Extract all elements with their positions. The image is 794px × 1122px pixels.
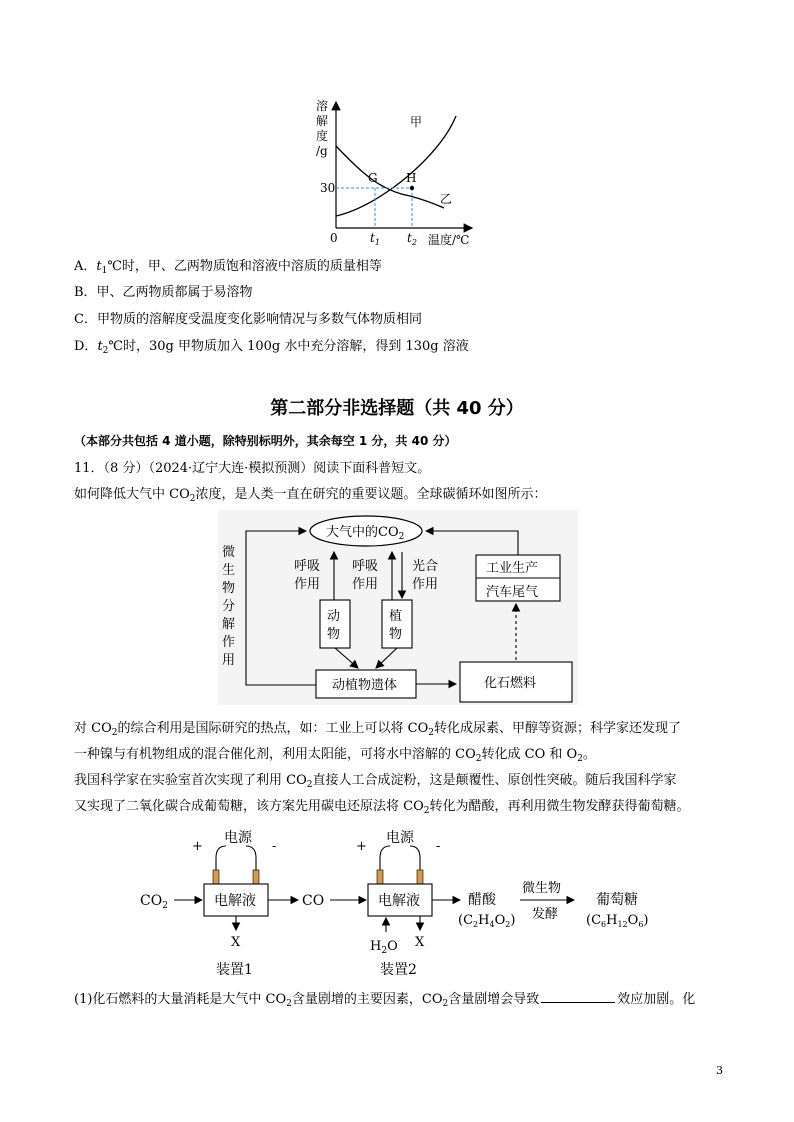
curve-jia-label: 甲 xyxy=(410,115,423,129)
acetic-formula: $(C_2H_4O_2)$ xyxy=(458,913,516,929)
co-label: CO xyxy=(302,893,325,909)
svg-text:分: 分 xyxy=(222,599,236,614)
device2-name: 装置2 xyxy=(380,962,417,978)
resp2-l1: 呼吸 xyxy=(352,559,379,574)
ylabel-3: 度 xyxy=(316,129,329,143)
electrode2-right xyxy=(417,870,423,884)
svg-text:作: 作 xyxy=(222,635,236,650)
point-h-label: H xyxy=(406,171,417,185)
plant-l1: 植 xyxy=(389,609,403,624)
electrode1-right xyxy=(253,870,259,884)
q11-intro: 如何降低大气中 $CO_2$浓度，是人类一直在研究的重要议题。全球碳循环如图所示： xyxy=(74,487,547,504)
glucose-formula: $(C_6H_{12}O_6)$ xyxy=(586,913,649,929)
p3-line2: 又实现了二氧化碳合成葡萄糖，该方案先用碳电还原法将 $CO_2$转化为醋酸，再利用微生物发酵获得葡萄糖。 xyxy=(74,799,690,816)
y30-label: 30 xyxy=(320,181,336,195)
fossil-label: 化石燃料 xyxy=(484,676,537,691)
animal-l2: 物 xyxy=(327,627,341,642)
electrode1-left xyxy=(213,870,219,884)
ferment-label: 发酵 xyxy=(532,907,559,922)
t2-label: $t_2$ xyxy=(407,231,417,247)
svg-text:解: 解 xyxy=(222,617,236,632)
plus1: + xyxy=(192,839,203,854)
resp2-l2: 作用 xyxy=(352,577,379,592)
wire2-right xyxy=(410,846,420,870)
section-title: 第二部分非选择题（共 40 分） xyxy=(270,398,524,419)
solubility-graph xyxy=(300,96,480,248)
q11-header: 11．（8 分）（2024·辽宁大连·模拟预测）阅读下面科普短文。 xyxy=(74,461,431,476)
origin-label: 0 xyxy=(330,231,338,245)
ylabel-1: 溶 xyxy=(316,99,329,113)
p2-line2: 一种镍与有机物组成的混合催化剂，利用太阳能，可将水中溶解的 $CO_2$转化成 CO 和 $O_2$。 xyxy=(74,747,596,764)
x2-label: X xyxy=(415,935,425,950)
t1-label: $t_1$ xyxy=(370,231,380,247)
x1-label: X xyxy=(231,935,241,950)
option-c: C．甲物质的溶解度受温度变化影响情况与多数气体物质相同 xyxy=(74,312,422,327)
option-d: D．$t_2℃$时，30g 甲物质加入 100g 水中充分溶解，得到 130g 溶液 xyxy=(74,339,469,356)
svg-text:物: 物 xyxy=(222,581,236,596)
resp1-l2: 作用 xyxy=(294,577,321,592)
glucose-label: 葡萄糖 xyxy=(596,892,638,908)
microbe-label: 微生物 xyxy=(522,881,562,896)
photo-l2: 作用 xyxy=(412,577,439,592)
remains-label: 动植物遗体 xyxy=(332,678,398,693)
power1-label: 电源 xyxy=(224,830,252,846)
device2-electrolyte: 电解液 xyxy=(378,893,420,909)
svg-text:用: 用 xyxy=(222,653,236,668)
answer-blank-1[interactable] xyxy=(541,990,615,1003)
curve-yi xyxy=(336,146,444,208)
photo-l1: 光合 xyxy=(412,559,439,574)
minus2: - xyxy=(436,839,441,854)
page-number: 3 xyxy=(716,1064,723,1077)
option-b: B．甲、乙两物质都属于易溶物 xyxy=(74,285,253,300)
acetic-label: 醋酸 xyxy=(468,892,496,908)
svg-text:微: 微 xyxy=(222,545,236,560)
curve-yi-label: 乙 xyxy=(440,192,453,206)
device-diagram xyxy=(130,824,660,984)
device1-electrolyte: 电解液 xyxy=(214,893,256,909)
wire2-left xyxy=(380,846,390,870)
p2-line1: 对 $CO_2$的综合利用是国际研究的热点，如：工业上可以将 $CO_2$转化成尿素、甲醇等资源；科学家还发现了 xyxy=(74,721,681,738)
ylabel-4: /g xyxy=(316,144,328,158)
atm-label: 大气中的$CO_2$ xyxy=(326,525,405,542)
curve-jia xyxy=(336,116,456,216)
point-h xyxy=(410,186,414,190)
plus2: + xyxy=(356,839,367,854)
minus1: - xyxy=(272,839,277,854)
resp1-l1: 呼吸 xyxy=(294,559,321,574)
point-g-label: G xyxy=(368,171,378,185)
device1-name: 装置1 xyxy=(216,962,253,978)
xlabel: 温度/℃ xyxy=(428,233,470,247)
ylabel-2: 解 xyxy=(316,114,329,128)
svg-text:生: 生 xyxy=(222,563,236,578)
plant-l2: 物 xyxy=(389,627,403,642)
co2-input: $CO_2$ xyxy=(140,893,168,911)
power2-label: 电源 xyxy=(386,830,414,846)
electrode2-left xyxy=(377,870,383,884)
section-note: （本部分共包括 4 道小题，除特别标明外，其余每空 1 分，共 40 分） xyxy=(74,434,457,448)
wire1-left xyxy=(216,846,226,870)
exhaust-label: 汽车尾气 xyxy=(486,585,539,600)
wire1-right xyxy=(246,846,256,870)
subq1: (1)化石燃料的大量消耗是大气中 $CO_2$含量剧增的主要因素，$CO_2$含量剧增会导致 效应加剧。化 xyxy=(74,992,696,1009)
h2o-label: $H_2O$ xyxy=(370,939,398,956)
carbon-cycle-diagram xyxy=(218,510,578,705)
option-a: A．$t_1℃$时，甲、乙两物质饱和溶液中溶质的质量相等 xyxy=(74,259,382,276)
animal-l1: 动 xyxy=(327,609,341,624)
micro-label xyxy=(222,544,235,668)
p3-line1: 我国科学家在实验室首次实现了利用 $CO_2$直接人工合成淀粉，这是颠覆性、原创性突破。随后我国科学家 xyxy=(74,773,677,790)
industry-label: 工业生产 xyxy=(486,561,539,576)
